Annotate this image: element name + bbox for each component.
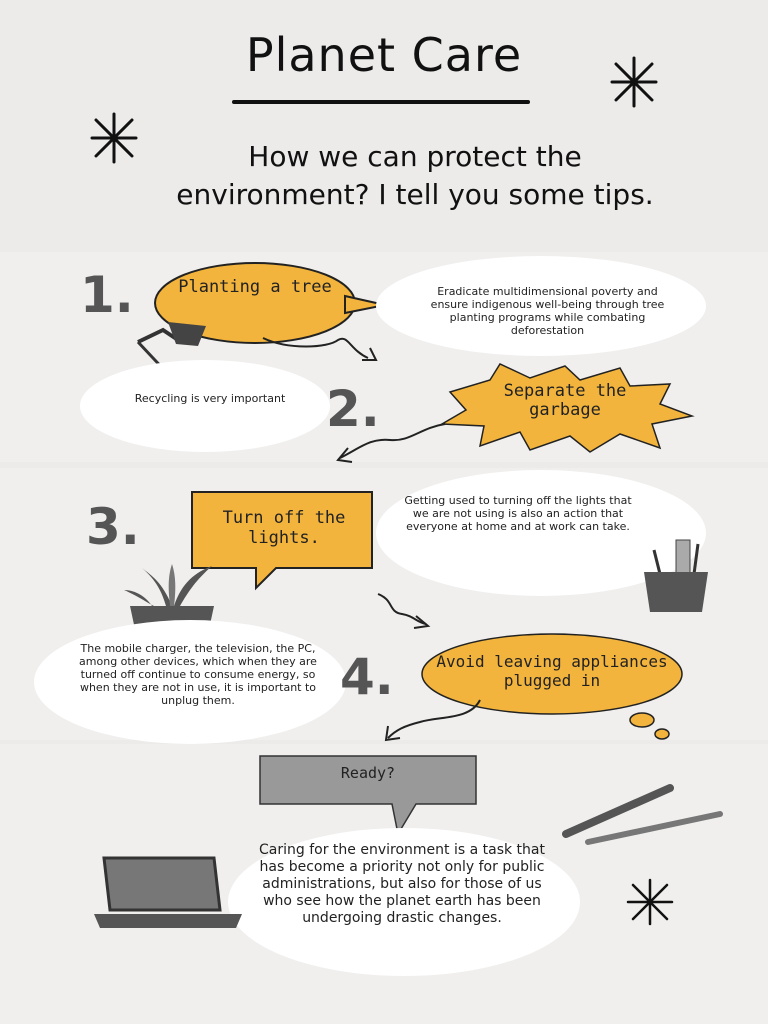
page-subtitle: How we can protect the environment? I tell you some tips. — [176, 140, 654, 211]
tip-1-label: Planting a tree — [178, 277, 332, 297]
tip-4-label: Avoid leaving appliances plugged in — [436, 652, 668, 690]
title-underline — [232, 100, 530, 104]
page-title: Planet Care — [245, 28, 523, 82]
ready-text: Caring for the environment is a task that has become a priority not only for public administrations, but also for those of us who see how the planet earth has been undergoing drastic changes. — [259, 842, 545, 926]
tip-1-number: 1. — [80, 266, 134, 324]
tip-4-text: The mobile charger, the television, the PC, among other devices, which when they are turned off continue to consume energy, so when they are not in use, it is important to unplug them. — [79, 642, 317, 707]
tip-3-label: Turn off the lights. — [222, 508, 346, 548]
laptop-icon — [88, 854, 248, 938]
ready-label: Ready? — [340, 764, 396, 782]
tip-2-label: Separate the garbage — [503, 381, 627, 420]
pencil-cup-icon — [636, 536, 716, 616]
tip-2-number: 2. — [326, 380, 380, 438]
arrow-doodle-icon — [380, 696, 490, 746]
tip-4-number: 4. — [340, 648, 394, 706]
tip-2-text: Recycling is very important — [134, 392, 286, 405]
pens-icon — [560, 780, 730, 850]
tip-3-number: 3. — [86, 498, 140, 556]
arrow-doodle-icon — [258, 330, 388, 370]
asterisk-doodle-icon — [84, 108, 144, 168]
tip-1-text: Eradicate multidimensional poverty and ensure indigenous well-being through tree planting programs while combating deforestation — [430, 285, 665, 337]
arrow-doodle-icon — [330, 418, 450, 466]
asterisk-doodle-icon — [604, 52, 664, 112]
asterisk-doodle-icon — [624, 876, 676, 928]
tip-2-text-bubble — [80, 360, 330, 452]
tip-3-text: Getting used to turning off the lights that we are not using is also an action that everyone at home and at work can take. — [404, 494, 632, 533]
